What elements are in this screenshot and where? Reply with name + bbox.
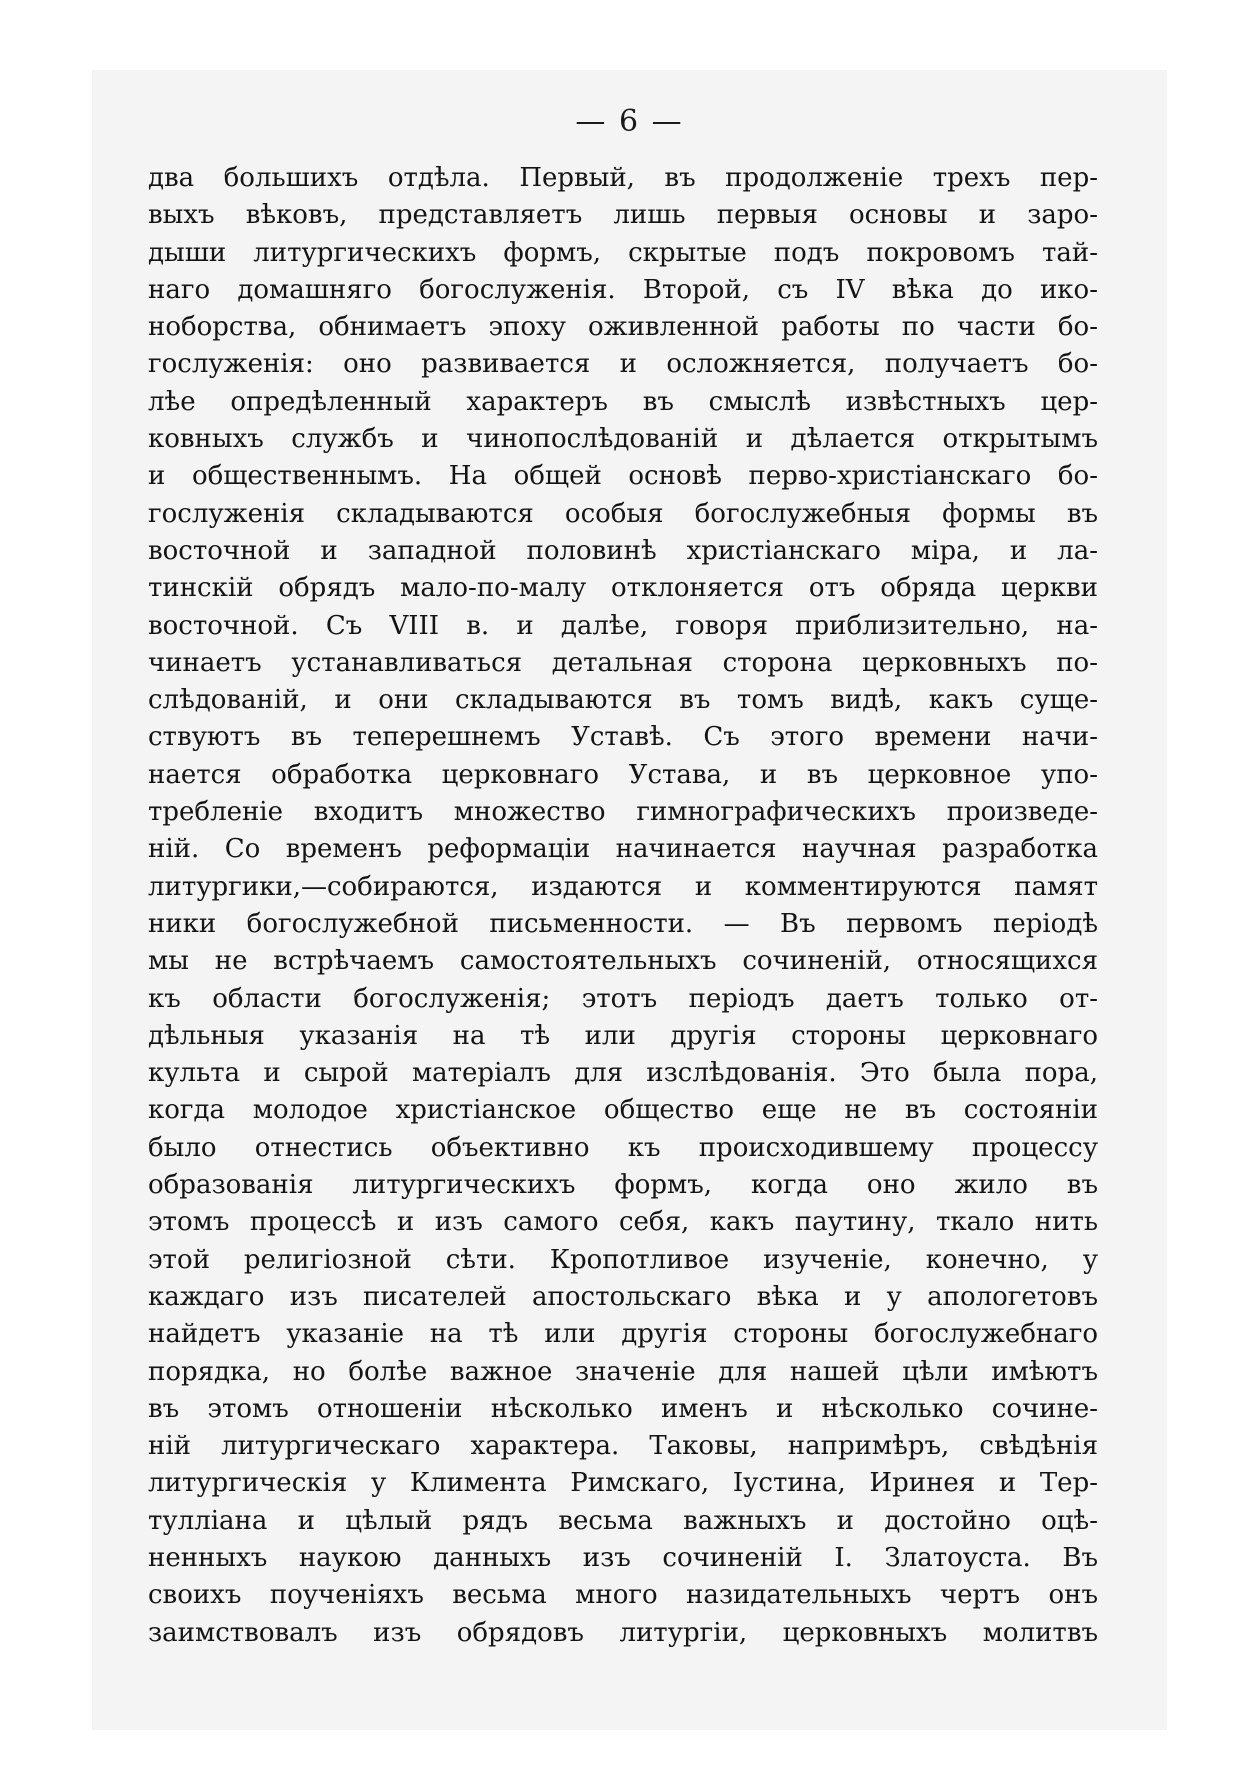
text-line: было отнестись объективно къ происходившему процессу xyxy=(148,1132,1098,1163)
text-line: ствуютъ въ теперешнемъ Уставѣ. Съ этого времени начи- xyxy=(148,722,1098,753)
text-line: этомъ процессѣ и изъ самого себя, какъ паутину, ткало нить xyxy=(148,1207,1098,1238)
text-line: къ области богослуженія; этотъ періодъ даетъ только от- xyxy=(148,983,1098,1014)
text-line: требленіе входитъ множество гимнографическихъ произведе- xyxy=(148,797,1098,828)
text-line: дѣльныя указанія на тѣ или другія стороны церковнаго xyxy=(148,1020,1098,1051)
text-line: гослуженія складываются особыя богослужебныя формы въ xyxy=(148,498,1098,529)
text-line: нается обработка церковнаго Устава, и въ церковное упо- xyxy=(148,759,1098,790)
text-line: тулліана и цѣлый рядъ весьма важныхъ и достойно оцѣ- xyxy=(148,1505,1098,1536)
text-line: выхъ вѣковъ, представляетъ лишь первыя основы и заро- xyxy=(148,200,1098,231)
text-line: этой религіозной сѣти. Кропотливое изученіе, конечно, у xyxy=(148,1244,1098,1275)
text-line: литургики,—собираются, издаются и комментируются памят xyxy=(148,871,1098,902)
text-line: лѣе опредѣленный характеръ въ смыслѣ извѣстныхъ цер- xyxy=(148,386,1098,417)
text-line: литургическія у Климента Римскаго, Іустина, Иринея и Тер- xyxy=(148,1468,1098,1499)
text-line: тинскій обрядъ мало-по-малу отклоняется отъ обряда церкви xyxy=(148,573,1098,604)
text-line: своихъ поученіяхъ весьма много назидательныхъ чертъ онъ xyxy=(148,1580,1098,1611)
page-number: — 6 — xyxy=(575,104,684,139)
text-line: когда молодое христіанское общество еще не въ состояніи xyxy=(148,1095,1098,1126)
text-line: слѣдованій, и они складываются въ томъ видѣ, какъ суще- xyxy=(148,685,1098,716)
text-line: дыши литургическихъ формъ, скрытые подъ покровомъ тай- xyxy=(148,237,1098,268)
text-line: два большихъ отдѣла. Первый, въ продолженіе трехъ пер- xyxy=(148,163,1098,193)
text-line: культа и сырой матеріалъ для изслѣдованія. Это была пора, xyxy=(148,1058,1098,1089)
text-line: гослуженія: оно развивается и осложняется, получаетъ бо- xyxy=(148,349,1098,380)
text-line: образованія литургическихъ формъ, когда оно жило въ xyxy=(148,1170,1098,1201)
text-line: восточной и западной половинѣ христіанскаго міра, и ла- xyxy=(148,535,1098,566)
text-line: ковныхъ службъ и чинопослѣдованій и дѣлается открытымъ xyxy=(148,424,1098,455)
text-line: порядка, но болѣе важное значеніе для нашей цѣли имѣютъ xyxy=(148,1356,1098,1387)
text-line: мы не встрѣчаемъ самостоятельныхъ сочиненій, относящихся xyxy=(148,946,1098,977)
text-line: и общественнымъ. На общей основѣ перво-христіанскаго бо- xyxy=(148,461,1098,492)
text-line: восточной. Съ VIII в. и далѣе, говоря приблизительно, на- xyxy=(148,610,1098,641)
text-line: ненныхъ наукою данныхъ изъ сочиненій І. Златоуста. Въ xyxy=(148,1542,1098,1573)
text-line: найдетъ указаніе на тѣ или другія стороны богослужебнаго xyxy=(148,1319,1098,1350)
text-line: чинаетъ устанавливаться детальная сторона церковныхъ по- xyxy=(148,647,1098,678)
text-line: ній. Со временъ реформаціи начинается научная разработка xyxy=(148,834,1098,865)
text-line: ники богослужебной письменности. — Въ первомъ періодѣ xyxy=(148,908,1098,939)
text-line: наго домашняго богослуженія. Второй, съ IV вѣка до ико- xyxy=(148,274,1098,305)
text-line: каждаго изъ писателей апостольскаго вѣка и у апологетовъ xyxy=(148,1281,1098,1312)
text-line: заимствовалъ изъ обрядовъ литургіи, церковныхъ молитвъ xyxy=(148,1617,1098,1648)
text-line: ній литургическаго характера. Таковы, напримѣръ, свѣдѣнія xyxy=(148,1431,1098,1462)
body-text xyxy=(148,160,1098,1652)
text-line: въ этомъ отношеніи нѣсколько именъ и нѣсколько сочине- xyxy=(148,1393,1098,1424)
text-line: ноборства, обнимаетъ эпоху оживленной работы по части бо- xyxy=(148,312,1098,343)
